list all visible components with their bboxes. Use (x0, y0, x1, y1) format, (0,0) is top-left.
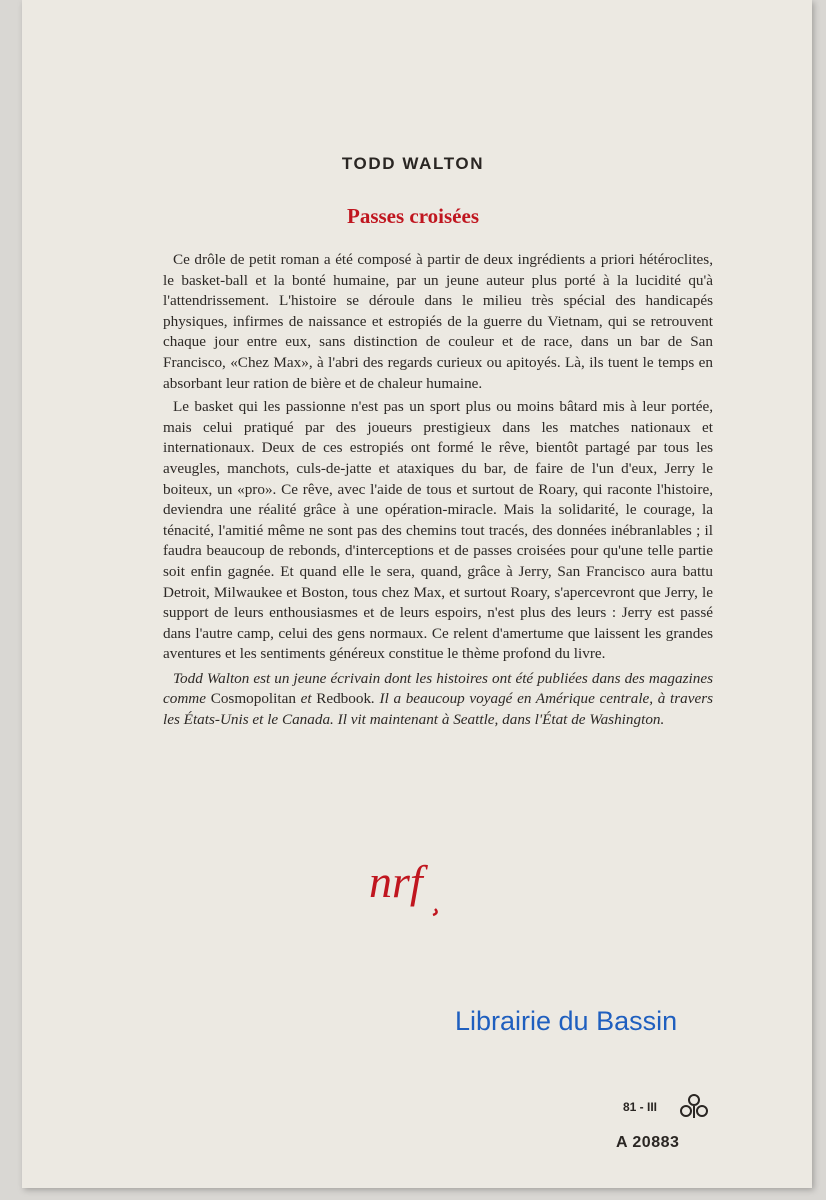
bio-part-1: Todd Walton est un jeune écrivain dont les histoires ont été publiées dans des magazines comme (163, 669, 713, 708)
bio-magazine-1: Cosmopolitan (210, 690, 296, 708)
blurb-text (163, 250, 713, 734)
author-bio (163, 669, 713, 731)
bio-part-2: et (295, 690, 317, 708)
publisher-logo (365, 857, 475, 917)
publisher-logo-text: nrf (369, 857, 423, 907)
blurb-paragraph-1: Ce drôle de petit roman a été composé à partir de deux ingrédients a priori hétéroclites, le basket-ball et la bonté humaine, par un jeune auteur plus porté à la lucidité qu'à l'attendrissement. L'histoire se déroule dans le milieu très spécial des handicapés physiques, infirmes de naissance et estropiés de la guerre du Vietnam, qui se retrouvent chaque jour entre eux, sans distinction de couleur et de race, dans un bar de San Francisco, «Chez Max», à l'abri des regards curieux ou apitoyés. Là, ils tuent le temps en absorbant leur ration de bière et de chaleur humaine. (163, 251, 713, 392)
flower-mark-icon (679, 1092, 709, 1120)
bio-magazine-2: Redbook (316, 690, 372, 708)
watermark: Librairie du Bassin (455, 1006, 678, 1036)
blurb-paragraph-2: Le basket qui les passionne n'est pas un sport plus ou moins bâtard mis à leur portée, mais celui pratiqué par des joueurs prestigieux dans les matches nationaux et internationaux. Deux de ces estropiés ont formé le rêve, bientôt partagé par tous les aveugles, manchots, culs-de-jatte et ataxiques du bar, de faire de l'un d'eux, Jerry le boiteux, un «pro». Ce rêve, avec l'aide de tous et surtout de Roary, qui raconte l'histoire, deviendra une réalité grâce à une opération-miracle. Mais la solidarité, le courage, la ténacité, l'amitié même ne sont pas des chemins tout tracés, des données inébranlables ; il faudra beaucoup de rebonds, d'interceptions et de passes croisées pour qu'une telle partie soit enfin gagnée. Et quand elle le sera, quand, grâce à Jerry, San Francisco aura battu Detroit, Milwaukee et Boston, tous chez Max, et surtout Roary, s'apercevront que Jerry, le support de leurs enthousiasmes et de leurs espoirs, n'est plus des leurs : Jerry est passé dans l'autre camp, celui des gens normaux. Ce relent d'amertume que laissent les grandes aventures et les sentiments généreux constitue le thème profond du livre. (163, 398, 713, 663)
book-title: Passes croisées (347, 204, 479, 228)
author-name: TODD WALTON (341, 154, 485, 173)
catalog-code: 81 - III (623, 1100, 658, 1114)
product-code: A 20883 (616, 1134, 680, 1151)
bio-part-3: . Il a beaucoup voyagé en Amérique centrale, à travers les États-Unis et le Canada. Il vit maintenant à Seattle, dans l'État de Washington. (163, 690, 714, 729)
